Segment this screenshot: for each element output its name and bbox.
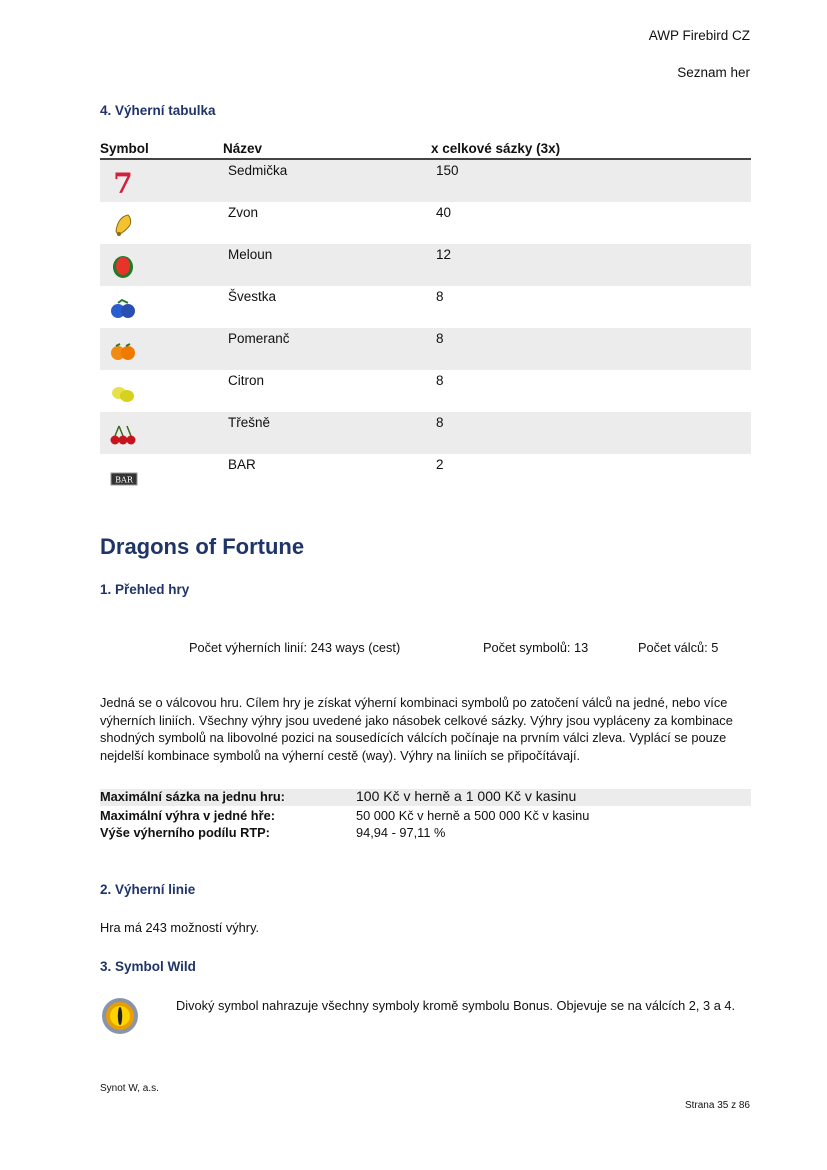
symbol-multiplier: 2 xyxy=(436,457,444,472)
game-title: Dragons of Fortune xyxy=(100,534,305,559)
stat-lines: Počet výherních linií: 243 ways (cest) xyxy=(189,640,401,655)
cherry-icon xyxy=(110,421,136,447)
limit-value: 94,94 - 97,11 % xyxy=(356,825,446,840)
footer-page-number: Strana 35 z 86 xyxy=(684,1100,750,1111)
table-row xyxy=(100,160,751,202)
overview-heading: 1. Přehled hry xyxy=(100,582,190,597)
table-row xyxy=(100,412,751,454)
table-row xyxy=(100,370,751,412)
col-multiplier: x celkové sázky (3x) xyxy=(431,141,561,156)
symbol-multiplier: 8 xyxy=(436,415,444,430)
stat-symbols: Počet symbolů: 13 xyxy=(483,640,589,655)
symbol-multiplier: 40 xyxy=(436,205,452,220)
symbol-name: Třešně xyxy=(228,415,271,430)
svg-text:BAR: BAR xyxy=(115,475,133,485)
symbol-name: Citron xyxy=(228,373,265,388)
limit-label: Maximální sázka na jednu hru: xyxy=(100,789,285,804)
limit-row xyxy=(100,789,751,806)
col-symbol: Symbol xyxy=(100,141,149,156)
table-row xyxy=(100,454,751,496)
symbol-name: Sedmička xyxy=(228,163,288,178)
orange-icon xyxy=(110,337,136,363)
lines-heading: 2. Výherní linie xyxy=(100,882,196,897)
symbol-name: Meloun xyxy=(228,247,273,262)
lines-text: Hra má 243 možností výhry. xyxy=(100,920,260,935)
wild-heading: 3. Symbol Wild xyxy=(100,959,196,974)
symbol-multiplier: 150 xyxy=(436,163,459,178)
limit-row xyxy=(100,825,751,842)
limit-label: Výše výherního podílu RTP: xyxy=(100,825,270,840)
limit-label: Maximální výhra v jedné hře: xyxy=(100,808,275,823)
col-name: Název xyxy=(223,141,263,156)
plum-icon xyxy=(110,295,136,321)
symbol-name: BAR xyxy=(228,457,256,472)
game-description: Jedná se o válcovou hru. Cílem hry je získat výherní kombinaci symbolů po zatočení válců na jedné, nebo více výherních liniích. Všechny výhry jsou uvedené jako násobek celkové sázky. Výhry jsou vypláceny za kombinace shodných symbolů na libovolné pozici na sousedících válcích počínaje na prvním válci zleva. Vyplácí se pouze nejdelší kombinace symbolů na výherní cestě (way). Výhry na liniích se připočítávají. xyxy=(100,695,733,763)
seven-icon xyxy=(110,169,136,195)
symbol-multiplier: 8 xyxy=(436,373,444,388)
table-row xyxy=(100,244,751,286)
symbol-name: Pomeranč xyxy=(228,331,290,346)
limit-value: 100 Kč v herně a 1 000 Kč v kasinu xyxy=(356,788,577,804)
footer-company: Synot W, a.s. xyxy=(100,1083,159,1094)
limit-value: 50 000 Kč v herně a 500 000 Kč v kasinu xyxy=(356,808,590,823)
doc-title: AWP Firebird CZ xyxy=(648,28,750,43)
symbol-multiplier: 8 xyxy=(436,289,444,304)
paytable-heading: 4. Výherní tabulka xyxy=(100,103,216,118)
table-row xyxy=(100,286,751,328)
symbol-name: Švestka xyxy=(228,289,277,304)
lemon-icon xyxy=(110,379,136,405)
section-title: Seznam her xyxy=(677,65,750,80)
wild-dragon-eye-icon xyxy=(101,995,139,1037)
symbol-multiplier: 12 xyxy=(436,247,452,262)
svg-text:7: 7 xyxy=(113,169,133,197)
bell-icon xyxy=(110,211,136,237)
wild-text: Divoký symbol nahrazuje všechny symboly kromě symbolu Bonus. Objevuje se na válcích 2, 3 a 4. xyxy=(176,998,736,1013)
symbol-name: Zvon xyxy=(228,205,259,220)
table-row xyxy=(100,328,751,370)
watermelon-icon xyxy=(110,253,136,279)
stat-reels: Počet válců: 5 xyxy=(638,640,719,655)
table-row xyxy=(100,202,751,244)
bar-icon xyxy=(110,463,136,489)
symbol-multiplier: 8 xyxy=(436,331,444,346)
limit-row xyxy=(100,808,751,825)
